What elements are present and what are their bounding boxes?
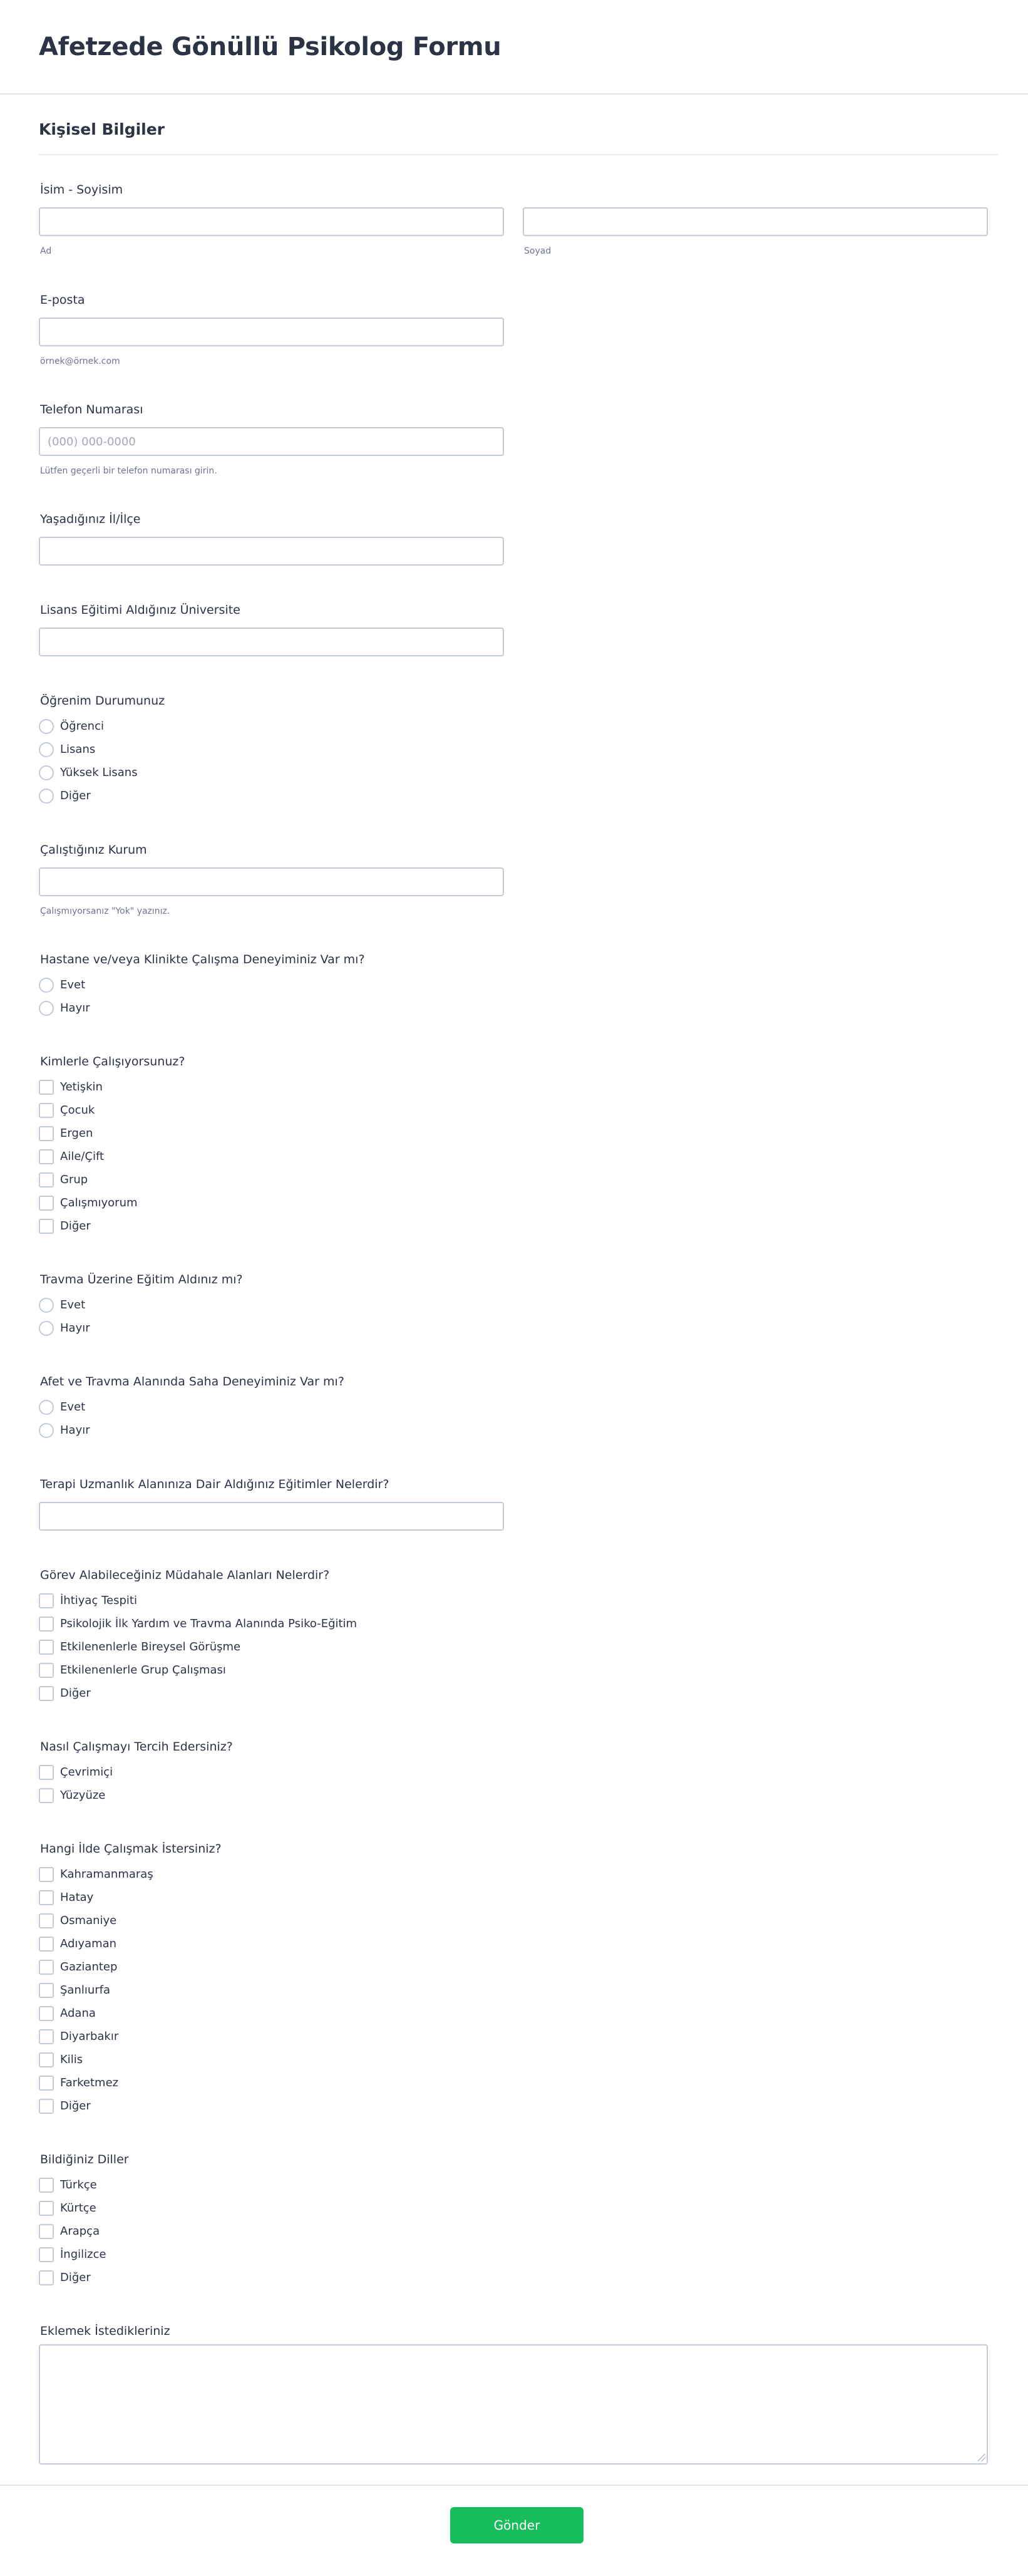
radio-button[interactable] — [39, 1298, 54, 1313]
checkbox[interactable] — [39, 1765, 54, 1780]
intervention-option[interactable]: Diğer — [39, 1685, 91, 1702]
section-title: Kişisel Bilgiler — [39, 120, 165, 138]
phone-input[interactable] — [39, 427, 504, 456]
intervention-option[interactable]: Etkilenenlerle Grup Çalışması — [39, 1662, 226, 1679]
checkbox[interactable] — [39, 1867, 54, 1882]
education-option[interactable]: Lisans — [39, 741, 95, 758]
language-option[interactable]: Arapça — [39, 2223, 100, 2240]
education-option[interactable]: Yüksek Lisans — [39, 764, 138, 782]
work-city-option[interactable]: Şanlıurfa — [39, 1982, 110, 1999]
clinical-label: Hastane ve/veya Klinikte Çalışma Deneyiminiz Var mı? — [40, 953, 365, 966]
work-mode-label: Nasıl Çalışmayı Tercih Edersiniz? — [40, 1740, 233, 1754]
last-name-input[interactable] — [523, 207, 988, 236]
language-option[interactable]: Kürtçe — [39, 2200, 96, 2217]
checkbox[interactable] — [39, 2270, 54, 2285]
work-city-option[interactable]: Adana — [39, 2005, 96, 2022]
checkbox[interactable] — [39, 2006, 54, 2021]
field-experience-option[interactable]: Evet — [39, 1399, 85, 1416]
checkbox[interactable] — [39, 1126, 54, 1141]
form-header — [0, 0, 1028, 95]
university-label: Lisans Eğitimi Aldığınız Üniversite — [40, 603, 240, 617]
checkbox[interactable] — [39, 2247, 54, 2262]
intervention-label: Görev Alabileceğiniz Müdahale Alanları Nelerdir? — [40, 1568, 330, 1582]
language-option[interactable]: Türkçe — [39, 2176, 97, 2194]
checkbox[interactable] — [39, 1686, 54, 1701]
checkbox[interactable] — [39, 1593, 54, 1608]
radio-button[interactable] — [39, 789, 54, 804]
checkbox[interactable] — [39, 1196, 54, 1211]
education-option[interactable]: Öğrenci — [39, 718, 104, 735]
institution-input[interactable] — [39, 867, 504, 896]
city-label: Yaşadığınız İl/İlçe — [40, 512, 141, 526]
work-city-option[interactable]: Kilis — [39, 2051, 83, 2069]
clients-option[interactable]: Çocuk — [39, 1102, 95, 1119]
work-city-option[interactable]: Osmaniye — [39, 1912, 116, 1930]
work-city-option[interactable]: Farketmez — [39, 2074, 118, 2092]
institution-sublabel: Çalışmıyorsanız "Yok" yazınız. — [40, 906, 170, 916]
checkbox[interactable] — [39, 1640, 54, 1655]
trauma-training-label: Travma Üzerine Eğitim Aldınız mı? — [40, 1273, 243, 1286]
first-name-input[interactable] — [39, 207, 504, 236]
radio-button[interactable] — [39, 719, 54, 734]
name-label: İsim - Soyisim — [40, 183, 123, 197]
checkbox[interactable] — [39, 2224, 54, 2239]
checkbox[interactable] — [39, 2029, 54, 2044]
clinical-option[interactable]: Hayır — [39, 1000, 90, 1017]
notes-label: Eklemek İstedikleriniz — [40, 2324, 170, 2338]
radio-button[interactable] — [39, 1400, 54, 1415]
intervention-option[interactable]: Psikolojik İlk Yardım ve Travma Alanında Psiko-Eğitim — [39, 1615, 357, 1633]
work-mode-option[interactable]: Çevrimiçi — [39, 1764, 113, 1781]
intervention-option[interactable]: İhtiyaç Tespiti — [39, 1592, 137, 1610]
checkbox[interactable] — [39, 2099, 54, 2114]
work-city-option[interactable]: Kahramanmaraş — [39, 1866, 153, 1883]
work-city-label: Hangi İlde Çalışmak İstersiniz? — [40, 1842, 222, 1856]
first-name-sublabel: Ad — [40, 246, 52, 256]
trauma-training-option[interactable]: Evet — [39, 1296, 85, 1314]
phone-label: Telefon Numarası — [40, 403, 143, 416]
specialty-label: Terapi Uzmanlık Alanınıza Dair Aldığınız Eğitimler Nelerdir? — [40, 1477, 389, 1491]
work-city-option[interactable]: Hatay — [39, 1889, 93, 1906]
work-city-option[interactable]: Diyarbakır — [39, 2028, 118, 2046]
checkbox[interactable] — [39, 1913, 54, 1928]
university-input[interactable] — [39, 628, 504, 656]
clients-option[interactable]: Çalışmıyorum — [39, 1194, 138, 1212]
language-option[interactable]: İngilizce — [39, 2246, 106, 2263]
checkbox[interactable] — [39, 1983, 54, 1998]
radio-button[interactable] — [39, 765, 54, 780]
language-option[interactable]: Diğer — [39, 2269, 91, 2287]
radio-button[interactable] — [39, 1001, 54, 1016]
clients-option[interactable]: Aile/Çift — [39, 1148, 104, 1166]
email-input[interactable] — [39, 318, 504, 346]
form-title: Afetzede Gönüllü Psikolog Formu — [39, 33, 501, 61]
radio-button[interactable] — [39, 1321, 54, 1336]
city-input[interactable] — [39, 537, 504, 566]
resize-grip-icon[interactable] — [978, 2454, 985, 2461]
radio-button[interactable] — [39, 1423, 54, 1438]
checkbox[interactable] — [39, 1663, 54, 1678]
checkbox[interactable] — [39, 1149, 54, 1164]
clients-option[interactable]: Diğer — [39, 1218, 91, 1235]
field-experience-label: Afet ve Travma Alanında Saha Deneyiminiz Var mı? — [40, 1375, 344, 1389]
section-divider — [39, 154, 998, 155]
checkbox[interactable] — [39, 1080, 54, 1095]
clients-option[interactable]: Ergen — [39, 1125, 93, 1142]
work-city-option[interactable]: Gaziantep — [39, 1958, 117, 1976]
work-mode-option[interactable]: Yüzyüze — [39, 1787, 105, 1804]
checkbox[interactable] — [39, 1937, 54, 1952]
notes-textarea[interactable] — [39, 2344, 988, 2465]
checkbox[interactable] — [39, 1103, 54, 1118]
checkbox[interactable] — [39, 2052, 54, 2067]
field-experience-option[interactable]: Hayır — [39, 1422, 90, 1439]
clients-option[interactable]: Grup — [39, 1171, 88, 1189]
education-label: Öğrenim Durumunuz — [40, 694, 165, 708]
checkbox[interactable] — [39, 1890, 54, 1905]
last-name-sublabel: Soyad — [524, 246, 552, 256]
work-city-option[interactable]: Adıyaman — [39, 1935, 116, 1953]
submit-button[interactable]: Gönder — [450, 2507, 583, 2543]
checkbox[interactable] — [39, 1616, 54, 1632]
checkbox[interactable] — [39, 2201, 54, 2216]
phone-sublabel: Lütfen geçerli bir telefon numarası girin. — [40, 466, 217, 476]
email-label: E-posta — [40, 293, 85, 307]
footer-divider — [0, 2485, 1028, 2486]
checkbox[interactable] — [39, 1960, 54, 1975]
checkbox[interactable] — [39, 1219, 54, 1234]
checkbox[interactable] — [39, 1172, 54, 1187]
email-sublabel: örnek@örnek.com — [40, 356, 120, 366]
clients-label: Kimlerle Çalışıyorsunuz? — [40, 1055, 185, 1068]
education-option[interactable]: Diğer — [39, 787, 91, 805]
institution-label: Çalıştığınız Kurum — [40, 843, 147, 857]
checkbox[interactable] — [39, 1788, 54, 1803]
work-city-option[interactable]: Diğer — [39, 2098, 91, 2115]
trauma-training-option[interactable]: Hayır — [39, 1320, 90, 1337]
radio-button[interactable] — [39, 742, 54, 757]
languages-label: Bildiğiniz Diller — [40, 2153, 129, 2166]
checkbox[interactable] — [39, 2178, 54, 2193]
clients-option[interactable]: Yetişkin — [39, 1079, 103, 1096]
intervention-option[interactable]: Etkilenenlerle Bireysel Görüşme — [39, 1638, 240, 1656]
checkbox[interactable] — [39, 2076, 54, 2091]
clinical-option[interactable]: Evet — [39, 976, 85, 994]
radio-button[interactable] — [39, 978, 54, 993]
specialty-input[interactable] — [39, 1502, 504, 1531]
